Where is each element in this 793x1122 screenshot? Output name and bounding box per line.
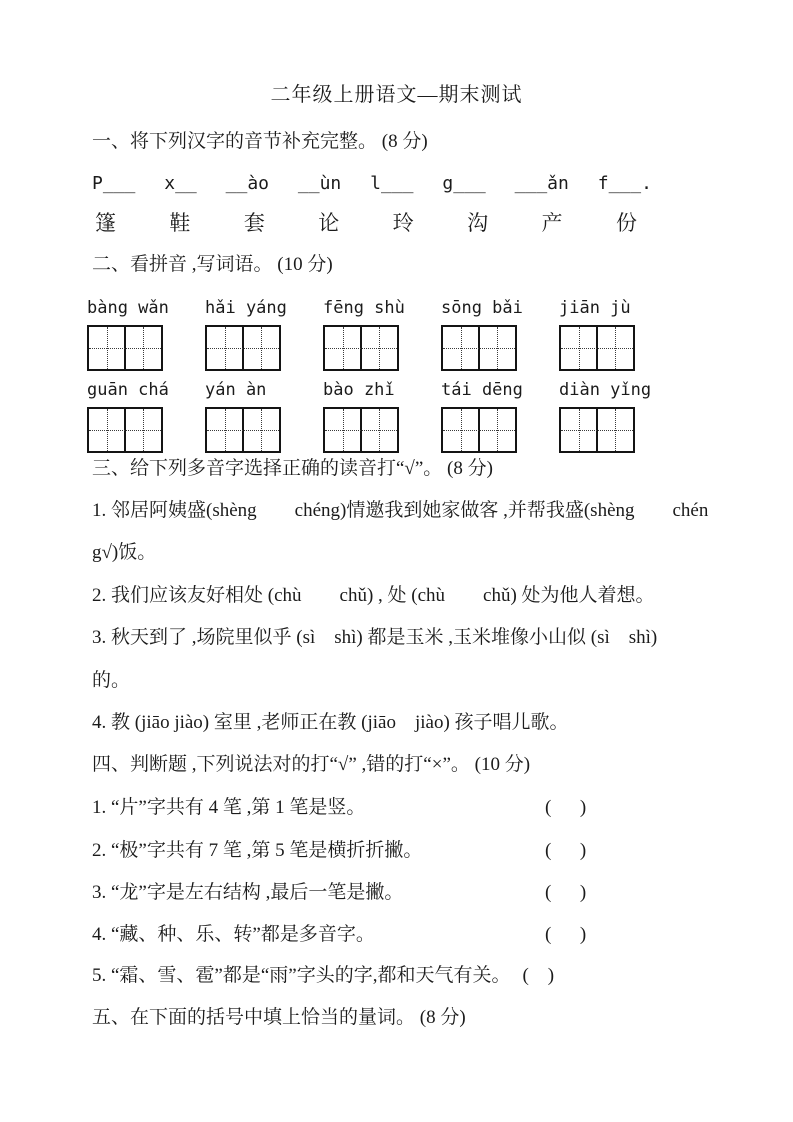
syllable-blank: __ùn [297, 173, 342, 194]
writing-grid [559, 407, 635, 453]
pinyin-label: hǎi yáng [205, 298, 287, 318]
section3-item2: 2. 我们应该友好相处 (chù chǔ) , 处 (chù chǔ) 处为他人着想。 [92, 585, 655, 606]
word-grid-row-1 [87, 296, 635, 371]
answer-parentheses: ( ) [545, 840, 587, 861]
word-block [559, 296, 635, 371]
pinyin-label: jiān jù [559, 298, 631, 318]
writing-grid [559, 325, 635, 371]
syllable-blank: l___ [370, 173, 414, 194]
word-block [323, 378, 399, 453]
writing-grid [323, 325, 399, 371]
syllable-blank: __ào [225, 173, 270, 194]
judge-item [92, 839, 793, 863]
word-block [205, 378, 281, 453]
character: 鞋 [169, 211, 191, 235]
writing-grid [87, 407, 163, 453]
section5-header: 五、在下面的括号中填上恰当的量词。 (8 分) [92, 1007, 466, 1028]
judge-item-text: 4. “藏、种、乐、转”都是多音字。 [92, 924, 375, 945]
judge-item [92, 796, 793, 820]
judge-item [92, 923, 793, 947]
syllable-blank: g___ [442, 173, 486, 194]
pinyin-label: sōng bǎi [441, 298, 523, 318]
pinyin-label: guān chá [87, 380, 169, 400]
judge-item [92, 964, 793, 988]
section4-header: 四、判断题 ,下列说法对的打“√” ,错的打“×”。 (10 分) [92, 754, 531, 775]
character-row [95, 210, 637, 236]
pinyin-label: tái dēng [441, 380, 523, 400]
character: 份 [615, 211, 637, 235]
judge-item-text: 3. “龙”字是左右结构 ,最后一笔是撇。 [92, 882, 404, 903]
section3-item3-line2: 的。 [92, 670, 131, 691]
judge-item-text: 1. “片”字共有 4 笔 ,第 1 笔是竖。 [92, 797, 366, 818]
pinyin-label: yán àn [205, 380, 267, 400]
syllable-blank: ___ǎn [514, 173, 569, 194]
word-block [87, 296, 169, 371]
character: 玲 [392, 211, 414, 235]
character: 套 [243, 211, 265, 235]
pinyin-label: bào zhǐ [323, 380, 395, 400]
word-block [441, 378, 523, 453]
word-block [87, 378, 169, 453]
syllable-blank: f___. [597, 173, 652, 194]
section3-item1-line1: 1. 邻居阿姨盛(shèng chéng)情邀我到她家做客 ,并帮我盛(shèng chén [92, 500, 709, 521]
pinyin-label: bàng wǎn [87, 298, 169, 318]
syllable-blank: x__ [164, 173, 197, 194]
writing-grid [441, 407, 517, 453]
answer-parentheses: ( ) [522, 965, 555, 986]
writing-grid [441, 325, 517, 371]
section3-item1-line2: g√)饭。 [92, 542, 157, 563]
section3-header: 三、给下列多音字选择正确的读音打“√”。 (8 分) [92, 458, 493, 479]
word-block [323, 296, 405, 371]
writing-grid [87, 325, 163, 371]
judge-item-text: 2. “极”字共有 7 笔 ,第 5 笔是横折折撇。 [92, 840, 423, 861]
character: 产 [541, 211, 563, 235]
answer-parentheses: ( ) [545, 797, 587, 818]
page-title: 二年级上册语文—期末测试 [270, 84, 523, 106]
syllable-blank: P___ [92, 173, 136, 194]
writing-grid [205, 407, 281, 453]
writing-grid [205, 325, 281, 371]
word-block [205, 296, 287, 371]
answer-parentheses: ( ) [545, 882, 587, 903]
pinyin-label: diàn yǐng [559, 380, 652, 400]
judge-item-text: 5. “霜、雪、雹”都是“雨”字头的字,都和天气有关。 [92, 965, 511, 986]
judge-item [92, 881, 793, 905]
section3-item3-line1: 3. 秋天到了 ,场院里似乎 (sì shì) 都是玉米 ,玉米堆像小山似 (sì shì) [92, 627, 658, 648]
answer-parentheses: ( ) [545, 924, 587, 945]
word-grid-row-2 [87, 378, 652, 453]
word-block [441, 296, 523, 371]
character: 论 [318, 211, 340, 235]
pinyin-label: fēng shù [323, 298, 405, 318]
section2-header: 二、看拼音 ,写词语。 (10 分) [92, 254, 333, 275]
section1-header: 一、将下列汉字的音节补充完整。 (8 分) [92, 131, 428, 152]
writing-grid [323, 407, 399, 453]
section3-item4: 4. 教 (jiāo jiào) 室里 ,老师正在教 (jiāo jiào) 孩子唱儿歌。 [92, 712, 569, 733]
syllable-blank-row [92, 172, 652, 196]
character: 沟 [467, 211, 489, 235]
character: 篷 [95, 211, 116, 235]
word-block [559, 378, 652, 453]
